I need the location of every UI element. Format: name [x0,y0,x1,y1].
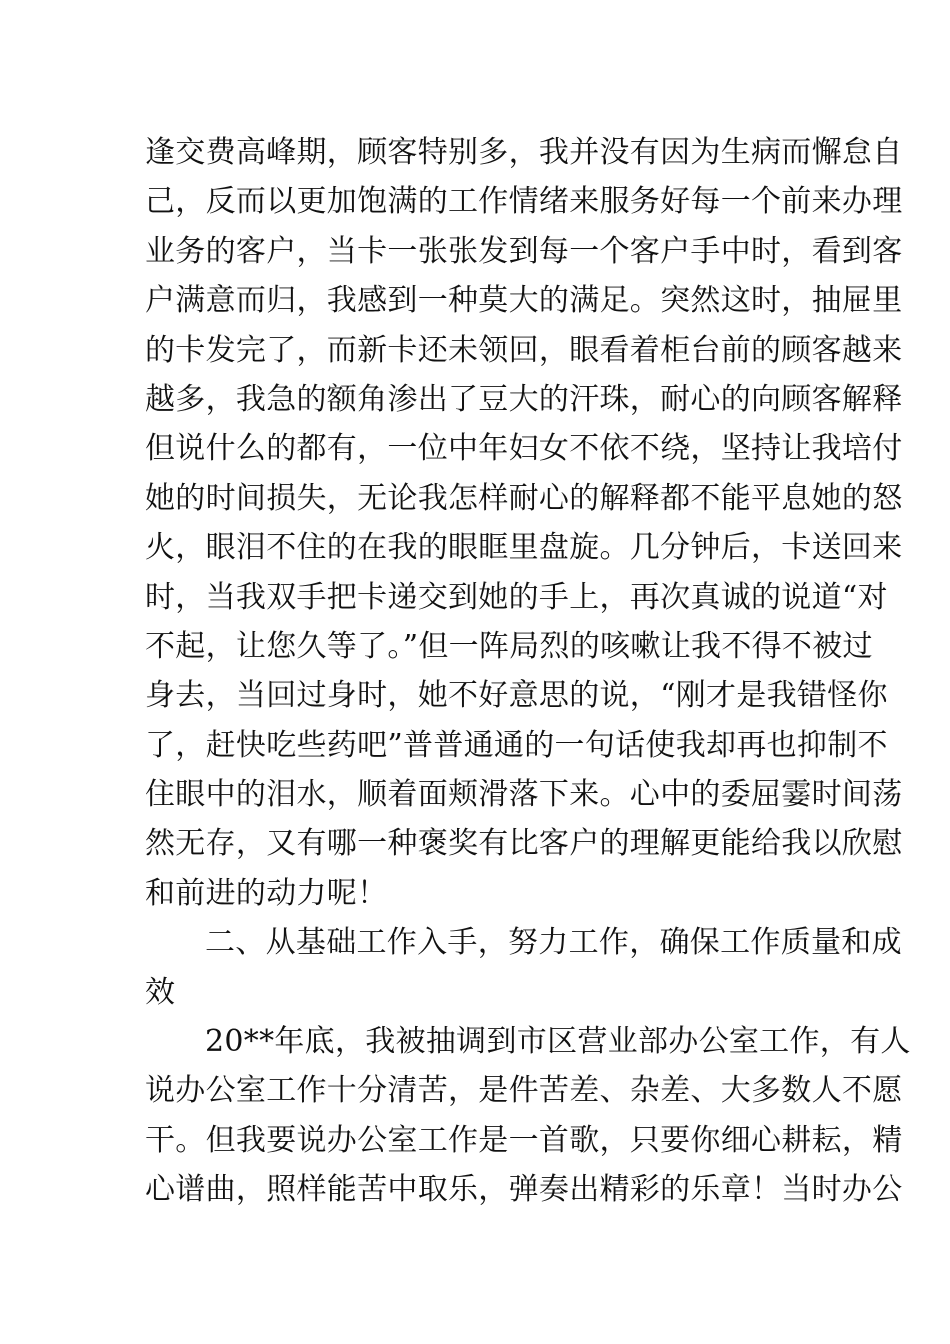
paragraph-1-line-6: 越多，我急的额角渗出了豆大的汗珠，耐心的向顾客解释 [145,381,903,417]
paragraph-1-line-13: 了，赶快吃些药吧”普普通通的一句话使我却再也抑制不 [145,727,888,763]
paragraph-1-line-10: 时，当我双手把卡递交到她的手上，再次真诚的说道“对 [145,579,888,615]
paragraph-1-line-14: 住眼中的泪水，顺着面颊滑落下来。心中的委屈霎时间荡 [145,777,903,813]
paragraph-1-line-12: 身去，当回过身时，她不好意思的说，“刚才是我错怪你 [145,678,888,714]
section-heading-line-1: 二、从基础工作入手，努力工作，确保工作质量和成 [205,925,902,961]
document-body [145,128,911,1215]
paragraph-1-line-2: 己，反而以更加饱满的工作情绪来服务好每一个前来办理 [145,184,903,220]
paragraph-1-line-16: 和前进的动力呢！ [145,875,388,911]
paragraph-1-line-9: 火，眼泪不住的在我的眼眶里盘旋。几分钟后，卡送回来 [145,530,903,566]
paragraph-1-line-3: 业务的客户，当卡一张张发到每一个客户手中时，看到客 [145,233,903,269]
paragraph-1-line-4: 户满意而归，我感到一种莫大的满足。突然这时，抽屉里 [145,283,903,319]
paragraph-1-line-15: 然无存，又有哪一种褒奖有比客户的理解更能给我以欣慰 [145,826,903,862]
paragraph-1-line-1: 逢交费高峰期，顾客特别多，我并没有因为生病而懈怠自 [145,135,903,170]
section-heading-line-2: 效 [145,974,176,1010]
paragraph-3-line-3: 干。但我要说办公室工作是一首歌，只要你细心耕耘，精 [145,1122,903,1158]
paragraph-1-line-11: 不起，让您久等了。”但一阵局烈的咳嗽让我不得不被过 [145,628,873,664]
paragraph-3-line-2: 说办公室工作十分清苦，是件苦差、杂差、大多数人不愿 [145,1073,903,1109]
paragraph-1-line-5: 的卡发完了，而新卡还未领回，眼看着柜台前的顾客越来 [145,332,903,368]
paragraph-3-line-1: 20**年底，我被抽调到市区营业部办公室工作，有人 [205,1024,911,1060]
paragraph-1-line-8: 她的时间损失，无论我怎样耐心的解释都不能平息她的怒 [145,480,903,516]
paragraph-1-line-7: 但说什么的都有，一位中年妇女不依不绕，坚持让我培付 [145,431,903,467]
paragraph-3-line-4: 心谱曲，照样能苦中取乐，弹奏出精彩的乐章！当时办公 [145,1172,903,1208]
